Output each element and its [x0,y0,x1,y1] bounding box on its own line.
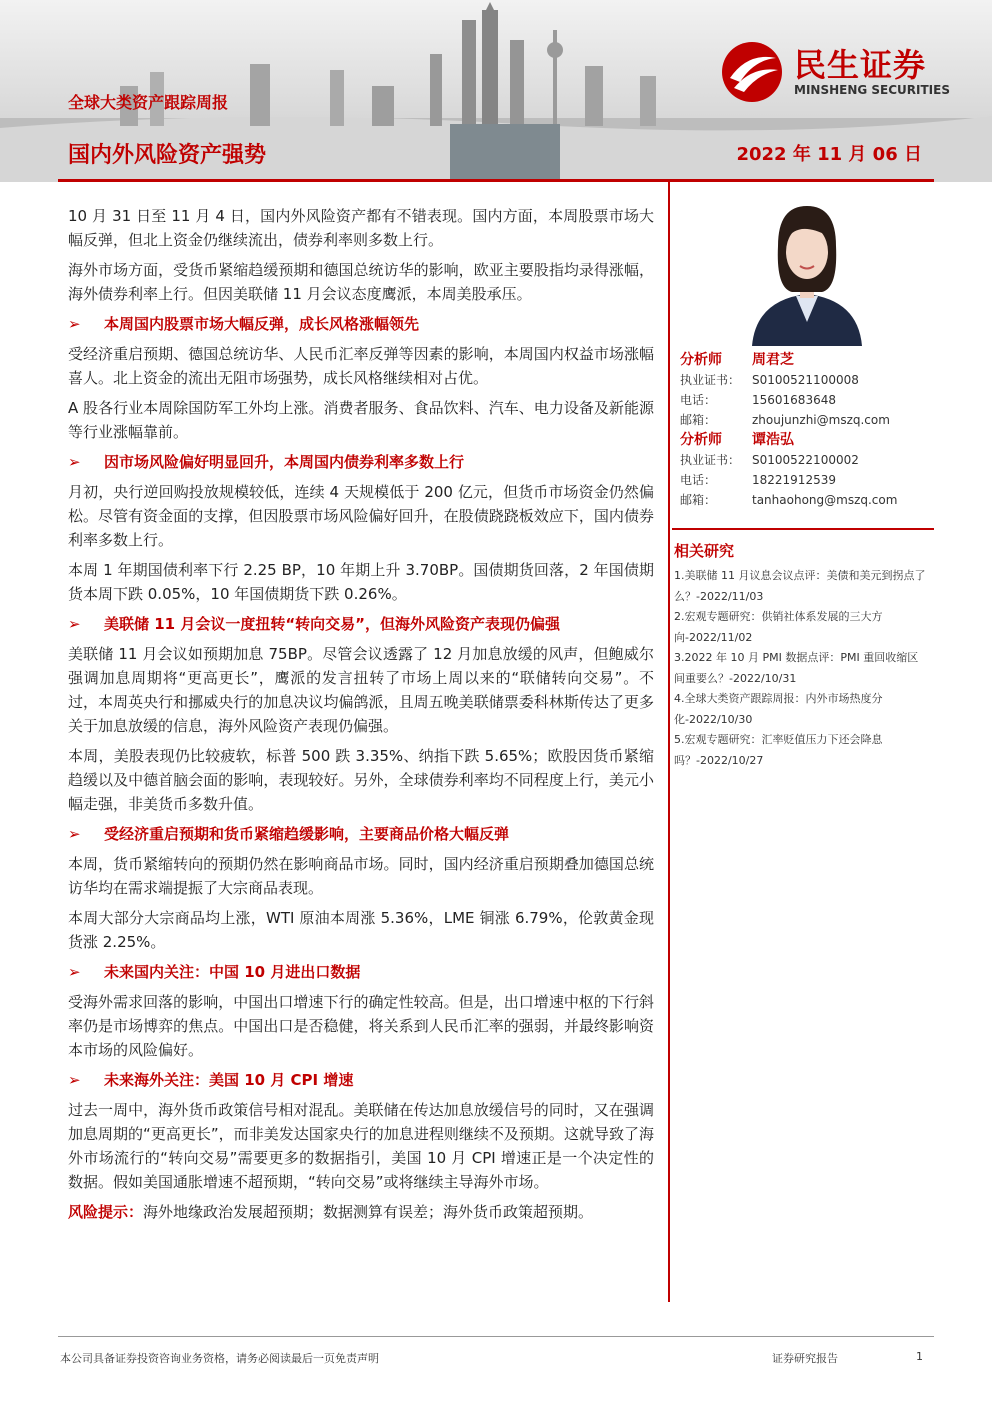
arrow-bullet-icon: ➢ [68,615,81,633]
section-heading: ➢ 受经济重启预期和货币紧缩趋缓影响，主要商品价格大幅反弹 [68,822,654,846]
email-address[interactable]: zhoujunzhi@mszq.com [752,413,890,427]
section-paragraph: 受海外需求回落的影响，中国出口增速下行的确定性较高。但是，出口增速中枢的下行斜率仍是市场博弈的焦点。中国出口是否稳健，将关系到人民币汇率的强弱，并最终影响资本市场的风险偏好。 [68,993,654,1059]
section-heading: ➢ 美联储 11 月会议一度扭转“转向交易”，但海外风险资产表现仍偏强 [68,612,654,636]
section-heading: ➢ 因市场风险偏好明显回升，本周国内债券利率多数上行 [68,450,654,474]
analyst-card [680,350,936,430]
related-research-title: 相关研究 [674,542,735,560]
section-paragraph: 受经济重启预期、德国总统访华、人民币汇率反弹等因素的影响，本周国内权益市场涨幅喜人。北上资金的流出无阻市场强势，成长风格继续相对占优。 [68,345,654,387]
column-divider [668,182,670,1302]
related-research-list [674,566,926,771]
cert-label: 执业证书： [680,453,741,467]
section-heading: ➢ 未来国内关注：中国 10 月进出口数据 [68,960,654,984]
brand-emblem-icon [718,38,788,106]
section-paragraph: 本周大部分大宗商品均上涨，WTI 原油本周涨 5.36%，LME 铜涨 6.79%，伦敦黄金现货涨 2.25%。 [68,909,654,951]
email-label: 邮箱： [680,413,717,427]
analyst-role: 分析师 [680,432,722,448]
risk-text: 海外地缘政治发展超预期；数据测算有误差；海外货币政策超预期。 [143,1203,594,1221]
footer-rule [58,1336,934,1337]
header-rule [58,179,934,182]
analyst-name: 周君芝 [752,352,794,368]
report-title: 国内外风险资产强势 [68,143,267,168]
phone-label: 电话： [680,473,717,487]
arrow-bullet-icon: ➢ [68,963,81,981]
sidebar-divider [672,528,934,530]
page-number: 1 [916,1350,923,1363]
related-research-link[interactable]: 1.美联储 11 月议息会议点评：美债和美元到拐点了么？-2022/11/03 [674,569,926,603]
report-date: 2022 年 11 月 06 日 [736,144,922,165]
analyst-role: 分析师 [680,352,722,368]
related-research-link[interactable]: 4.全球大类资产跟踪周报：内外市场热度分化-2022/10/30 [674,692,883,726]
analyst-card [680,430,936,510]
section-paragraph: 本周，美股表现仍比较疲软，标普 500 跌 3.35%、纳指下跌 5.65%；欧股因货币紧缩趋缓以及中德首脑会面的影响，表现较好。另外，全球债券利率均不同程度上行，美元小幅走强，非美货币多数升值。 [68,747,654,813]
section-heading: ➢ 本周国内股票市场大幅反弹，成长风格涨幅领先 [68,312,654,336]
analyst-photo [748,196,866,346]
section-paragraph: 本周，货币紧缩转向的预期仍然在影响商品市场。同时，国内经济重启预期叠加德国总统访华均在需求端提振了大宗商品表现。 [68,855,654,897]
brand-logo [718,38,968,108]
related-research-link[interactable]: 2.宏观专题研究：供销社体系发展的三大方向-2022/11/02 [674,610,883,644]
analyst-portrait-image [748,196,866,346]
analyst-name: 谭浩弘 [752,432,794,448]
cert-number: S0100522100002 [752,453,859,467]
main-content [68,204,654,1230]
related-research-link[interactable]: 3.2022 年 10 月 PMI 数据点评：PMI 重回收缩区间重要么？-2022/10/31 [674,651,919,685]
intro-paragraph: 海外市场方面，受货币紧缩趋缓预期和德国总统访华的影响，欧亚主要股指均录得涨幅，海外债券利率上行。但因美联储 11 月会议态度鹰派，本周美股承压。 [68,261,654,303]
section-paragraph: 月初，央行逆回购投放规模较低，连续 4 天规模低于 200 亿元，但货币市场资金仍然偏松。尽管有资金面的支撑，但因股票市场风险偏好回升，在股债跷跷板效应下，国内债券利率多数上行。 [68,483,654,549]
arrow-bullet-icon: ➢ [68,453,81,471]
email-label: 邮箱： [680,493,717,507]
arrow-bullet-icon: ➢ [68,825,81,843]
phone-label: 电话： [680,393,717,407]
phone-number: 15601683648 [752,393,836,407]
footer-doc-type: 证券研究报告 [772,1352,838,1365]
cert-label: 执业证书： [680,373,741,387]
risk-warning [68,1200,654,1224]
arrow-bullet-icon: ➢ [68,315,81,333]
cert-number: S0100521100008 [752,373,859,387]
risk-label: 风险提示： [68,1203,144,1221]
report-series: 全球大类资产跟踪周报 [68,93,229,112]
brand-name-en: MINSHENG SECURITIES [794,83,950,97]
phone-number: 18221912539 [752,473,836,487]
section-paragraph: 本周 1 年期国债利率下行 2.25 BP，10 年期上升 3.70BP。国债期货回落，2 年国债期货本周下跌 0.05%，10 年国债期货下跌 0.26%。 [68,561,654,603]
section-paragraph: 美联储 11 月会议如预期加息 75BP。尽管会议透露了 12 月加息放缓的风声，但鲍威尔强调加息周期将“更高更长”，鹰派的发言扭转了市场上周以来的“联储转向交易”。不过，本周英央行和挪威央行的加息决议均偏鸽派，且周五晚美联储票委科林斯传达了更多关于加息放缓的信息，海外风险资产表现仍偏强。 [68,645,654,735]
email-address[interactable]: tanhaohong@mszq.com [752,493,898,507]
section-heading: ➢ 未来海外关注：美国 10 月 CPI 增速 [68,1068,654,1092]
section-paragraph: A 股各行业本周除国防军工外均上涨。消费者服务、食品饮料、汽车、电力设备及新能源等行业涨幅靠前。 [68,399,654,441]
section-paragraph: 过去一周中，海外货币政策信号相对混乱。美联储在传达加息放缓信号的同时，又在强调加息周期的“更高更长”，而非美发达国家央行的加息进程则继续不及预期。这就导致了海外市场流行的“转向交易”需要更多的数据指引，美国 10 月 CPI 增速正是一个决定性的数据。假如美国通胀增速不超预期，“转向交易”或将继续主导海外市场。 [68,1101,654,1191]
brand-name-cn: 民生证券 [794,46,927,84]
arrow-bullet-icon: ➢ [68,1071,81,1089]
related-research-link[interactable]: 5.宏观专题研究：汇率贬值压力下还会降息吗？-2022/10/27 [674,733,883,767]
intro-paragraph: 10 月 31 日至 11 月 4 日，国内外风险资产都有不错表现。国内方面，本周股票市场大幅反弹，但北上资金仍继续流出，债券利率则多数上行。 [68,207,654,249]
footer-disclaimer: 本公司具备证券投资咨询业务资格，请务必阅读最后一页免责声明 [60,1352,379,1365]
